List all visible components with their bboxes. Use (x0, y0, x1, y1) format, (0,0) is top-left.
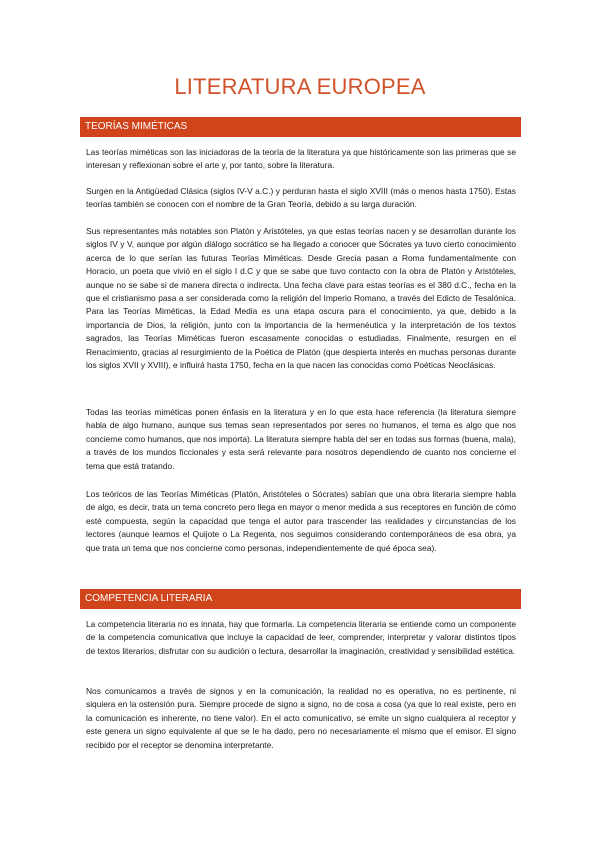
section-heading-competencia-literaria: COMPETENCIA LITERARIA (80, 589, 521, 609)
paragraph: La competencia literaria no es innata, hay que formarla. La competencia literaria se entiende como un componente de la competencia comunicativa que incluye la capacidad de leer, comprender, interpretar y valorar distintos tipos de textos literarios, disfrutar con su audición o lectura, desarrollar la imaginación, creatividad y sensibilidad estética. (86, 619, 516, 656)
paragraph: Todas las teorías miméticas ponen énfasis en la literatura y en lo que esta hace referencia (la literatura siempre habla de algo humano, aunque sus temas sean representados por seres no humanos, el tema es algo que nos concierne como humanos, que nos importa). La literatura siempre habla del ser en todas sus formas (buena, mala), a través de los mundos ficcionales y esta será relevante para nosotros dependiendo de cuanto nos concierne el tema que está tratando. (86, 407, 516, 471)
page-title: LITERATURA EUROPEA (174, 74, 426, 99)
section-heading-teorias-mimeticas: TEORÍAS MIMÉTICAS (80, 117, 521, 137)
paragraph: Nos comunicamos a través de signos y en la comunicación, la realidad no es operativa, no es pertinente, ni siquiera en la ostensión pura. Siempre procede de signo a signo, no de cosa a cosa (ya que lo real existe, pero en la comunicación es inherente, no tiene valor). En el acto comunicativo, se emite un signo cualquiera al receptor y este genera un signo equivalente al que se le ha dado, pero no necesariamente el mismo que el emisor. El signo recibido por el receptor se denomina interpretante. (86, 686, 516, 750)
paragraph: Surgen en la Antigüedad Clásica (siglos IV-V a.C.) y perduran hasta el siglo XVIII (más o menos hasta 1750). Estas teorías también se conocen con el nombre de la Gran Teoría, debido a su larga duración. (86, 186, 516, 210)
paragraph: Sus representantes más notables son Platón y Aristóteles, ya que estas teorías nacen y se desarrollan durante los siglos IV y V, aunque por algún diálogo socrático se ha llegado a conocer que Sócrates ya tuvo cierto conocimiento acerca de lo que serían las futuras Teorías Miméticas. Desde Grecia pasan a Roma fundamentalmente con Horacio, un poeta que vivió en el siglo I d.C y que se sabe que tuvo contacto con la obra de Platón y Aristóteles, aunque no se sabe si de manera directa o indirecta. Una fecha clave para estas teorías es el 380 d.C., fecha en la que el cristianismo pasa a ser considerada como la religión del Imperio Romano, a través del Edicto de Tesalónica. Para las Teorías Miméticas, la Edad Media es una etapa oscura para el conocimiento, ya que, debido a la importancia de Dios, la religión, junto con la importancia de la hermenéutica y la interpretación de los textos sagrados, las Teorías Miméticas fueron escasamente conocidas o estudiadas. Finalmente, resurgen en el Renacimiento, gracias al resurgimiento de la Poética de Platón (que despierta interés en muchas personas durante los siglos XVII y XVIII), e influirá hasta 1750, fecha en la que nacen las conocidas como Poéticas Neoclásicas. (86, 226, 516, 371)
paragraph: Los teóricos de las Teorías Miméticas (Platón, Aristóteles o Sócrates) sabían que una obra literaria siempre habla de algo, es decir, trata un tema concreto pero llega en mayor o menor medida a sus receptores en función de cómo esté compuesta, según la capacidad que tenga el autor para trascender las realidades y circunstancias de los lectores (aunque leamos el Quijote o La Regenta, nos seguimos considerando contemporáneos de esa obra, ya que trata un tema que nos concierne como personas, independientemente de qué época sea). (86, 489, 516, 553)
paragraph: Las teorías miméticas son las iniciadoras de la teoría de la literatura ya que históricamente son las primeras que se interesan y reflexionan sobre el arte y, por tanto, sobre la literatura. (86, 147, 516, 171)
